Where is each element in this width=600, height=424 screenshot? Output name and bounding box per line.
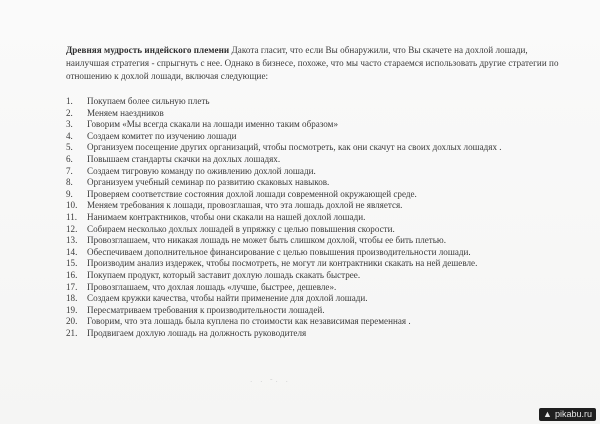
list-item (66, 212, 566, 224)
list-item-text: Говорим, что эта лошадь была куплена по стоимости как независимая переменная . (87, 316, 411, 327)
list-item-text: Пересматриваем требования к производительности лошадей. (87, 304, 325, 315)
list-item (66, 177, 566, 189)
list-item-number: 19. (66, 304, 78, 315)
list-item-text: Организуем учебный семинар по развитию скаковых навыков. (87, 177, 330, 188)
list-item-text: Покупаем продукт, который заставит дохлую лошадь скакать быстрее. (87, 269, 361, 280)
list-item-text: Производим анализ издержек, чтобы посмотреть, не могут ли контрактники скакать на ней дешевле. (87, 258, 478, 269)
list-item-number: 17. (66, 281, 78, 292)
list-item (66, 235, 566, 247)
list-item-text: Провозглашаем, что дохлая лошадь «лучше, быстрее, дешевле». (87, 281, 337, 292)
list-item-text: Организуем посещение других организаций, чтобы посмотреть, как они скачут на своих дохлых лошадях . (87, 142, 502, 153)
list-item-number: 11. (66, 211, 78, 222)
list-item-number: 12. (66, 223, 78, 234)
list-item (66, 305, 566, 317)
strategy-list (66, 96, 566, 339)
list-item (66, 258, 566, 270)
list-item-number: 10. (66, 200, 78, 211)
list-item-text: Собираем несколько дохлых лошадей в упряжку с целью повышения скорости. (87, 223, 395, 234)
list-item (66, 166, 566, 178)
list-item (66, 200, 566, 212)
list-item-text: Провозглашаем, что никакая лошадь не может быть слишком дохлой, чтобы ее бить плетью. (87, 235, 446, 246)
list-item-text: Проверяем соответствие состояния дохлой лошади современной окружающей среде. (87, 188, 417, 199)
list-item (66, 316, 566, 328)
list-item-text: Продвигаем дохлую лошадь на должность руководителя (87, 327, 307, 338)
list-item-text: Обеспечиваем дополнительное финансирование с целью повышения производительности лошади. (87, 246, 471, 257)
list-item-text: Повышаем стандарты скачки на дохлых лошадях. (87, 153, 281, 164)
list-item-number: 18. (66, 293, 78, 304)
list-item (66, 247, 566, 259)
list-item-text: Создаем комитет по изучению лошади (87, 130, 237, 141)
list-item-number: 20. (66, 316, 78, 327)
list-item-number: 14. (66, 246, 78, 257)
intro-paragraph (66, 44, 566, 83)
watermark-text: pikabu.ru (554, 409, 592, 419)
list-item-number: 15. (66, 258, 78, 269)
intro-text: Дакота гласит, что если Вы обнаружили, что Вы скачете на дохлой лошади, наилучшая стратегия - спрыгнуть с нее. Однако в бизнесе, похоже, что мы часто стараемся использовать другие стратегии по отношению к дохлой лошади, включая следующие: (66, 45, 559, 81)
list-item (66, 189, 566, 201)
list-item-text: Меняем наездников (87, 107, 164, 118)
list-item-number: 1. (66, 96, 73, 106)
list-item-text: Нанимаем контрактников, чтобы они скакали на нашей дохлой лошади. (87, 211, 366, 222)
list-item-text: Говорим «Мы всегда скакали на лошади именно таким образом» (87, 119, 338, 130)
list-item-text: Покупаем более сильную плеть (87, 96, 210, 106)
list-item (66, 328, 566, 340)
list-item-text: Меняем требования к лошади, провозглашая, что эта лошадь дохлой не является. (87, 200, 403, 211)
list-item-number: 8. (66, 177, 73, 188)
list-item-number: 21. (66, 327, 78, 338)
list-item (66, 270, 566, 282)
list-item-text: Создаем кружки качества, чтобы найти применение для дохлой лошади. (87, 293, 368, 304)
list-item-number: 6. (66, 153, 73, 164)
list-item-number: 13. (66, 235, 78, 246)
scan-noise-marks: · · ˘· · (250, 378, 291, 386)
list-item-number: 16. (66, 269, 78, 280)
list-item (66, 142, 566, 154)
pikabu-watermark (539, 408, 596, 421)
list-item-number: 4. (66, 130, 73, 141)
list-item-number: 7. (66, 165, 73, 176)
list-item (66, 108, 566, 120)
list-item (66, 282, 566, 294)
list-item-number: 9. (66, 188, 73, 199)
list-item (66, 119, 566, 131)
pikabu-logo-icon: ▲ (543, 409, 552, 419)
list-item-number: 3. (66, 119, 73, 130)
list-item (66, 131, 566, 143)
list-item-text: Создаем тигровую команду по оживлению дохлой лошади. (87, 165, 316, 176)
list-item-number: 5. (66, 142, 73, 153)
intro-bold-phrase: Древняя мудрость индейского племени (66, 45, 230, 55)
list-item-number: 2. (66, 107, 73, 118)
list-item (66, 154, 566, 166)
list-item (66, 224, 566, 236)
list-item (66, 293, 566, 305)
list-item (66, 96, 566, 108)
